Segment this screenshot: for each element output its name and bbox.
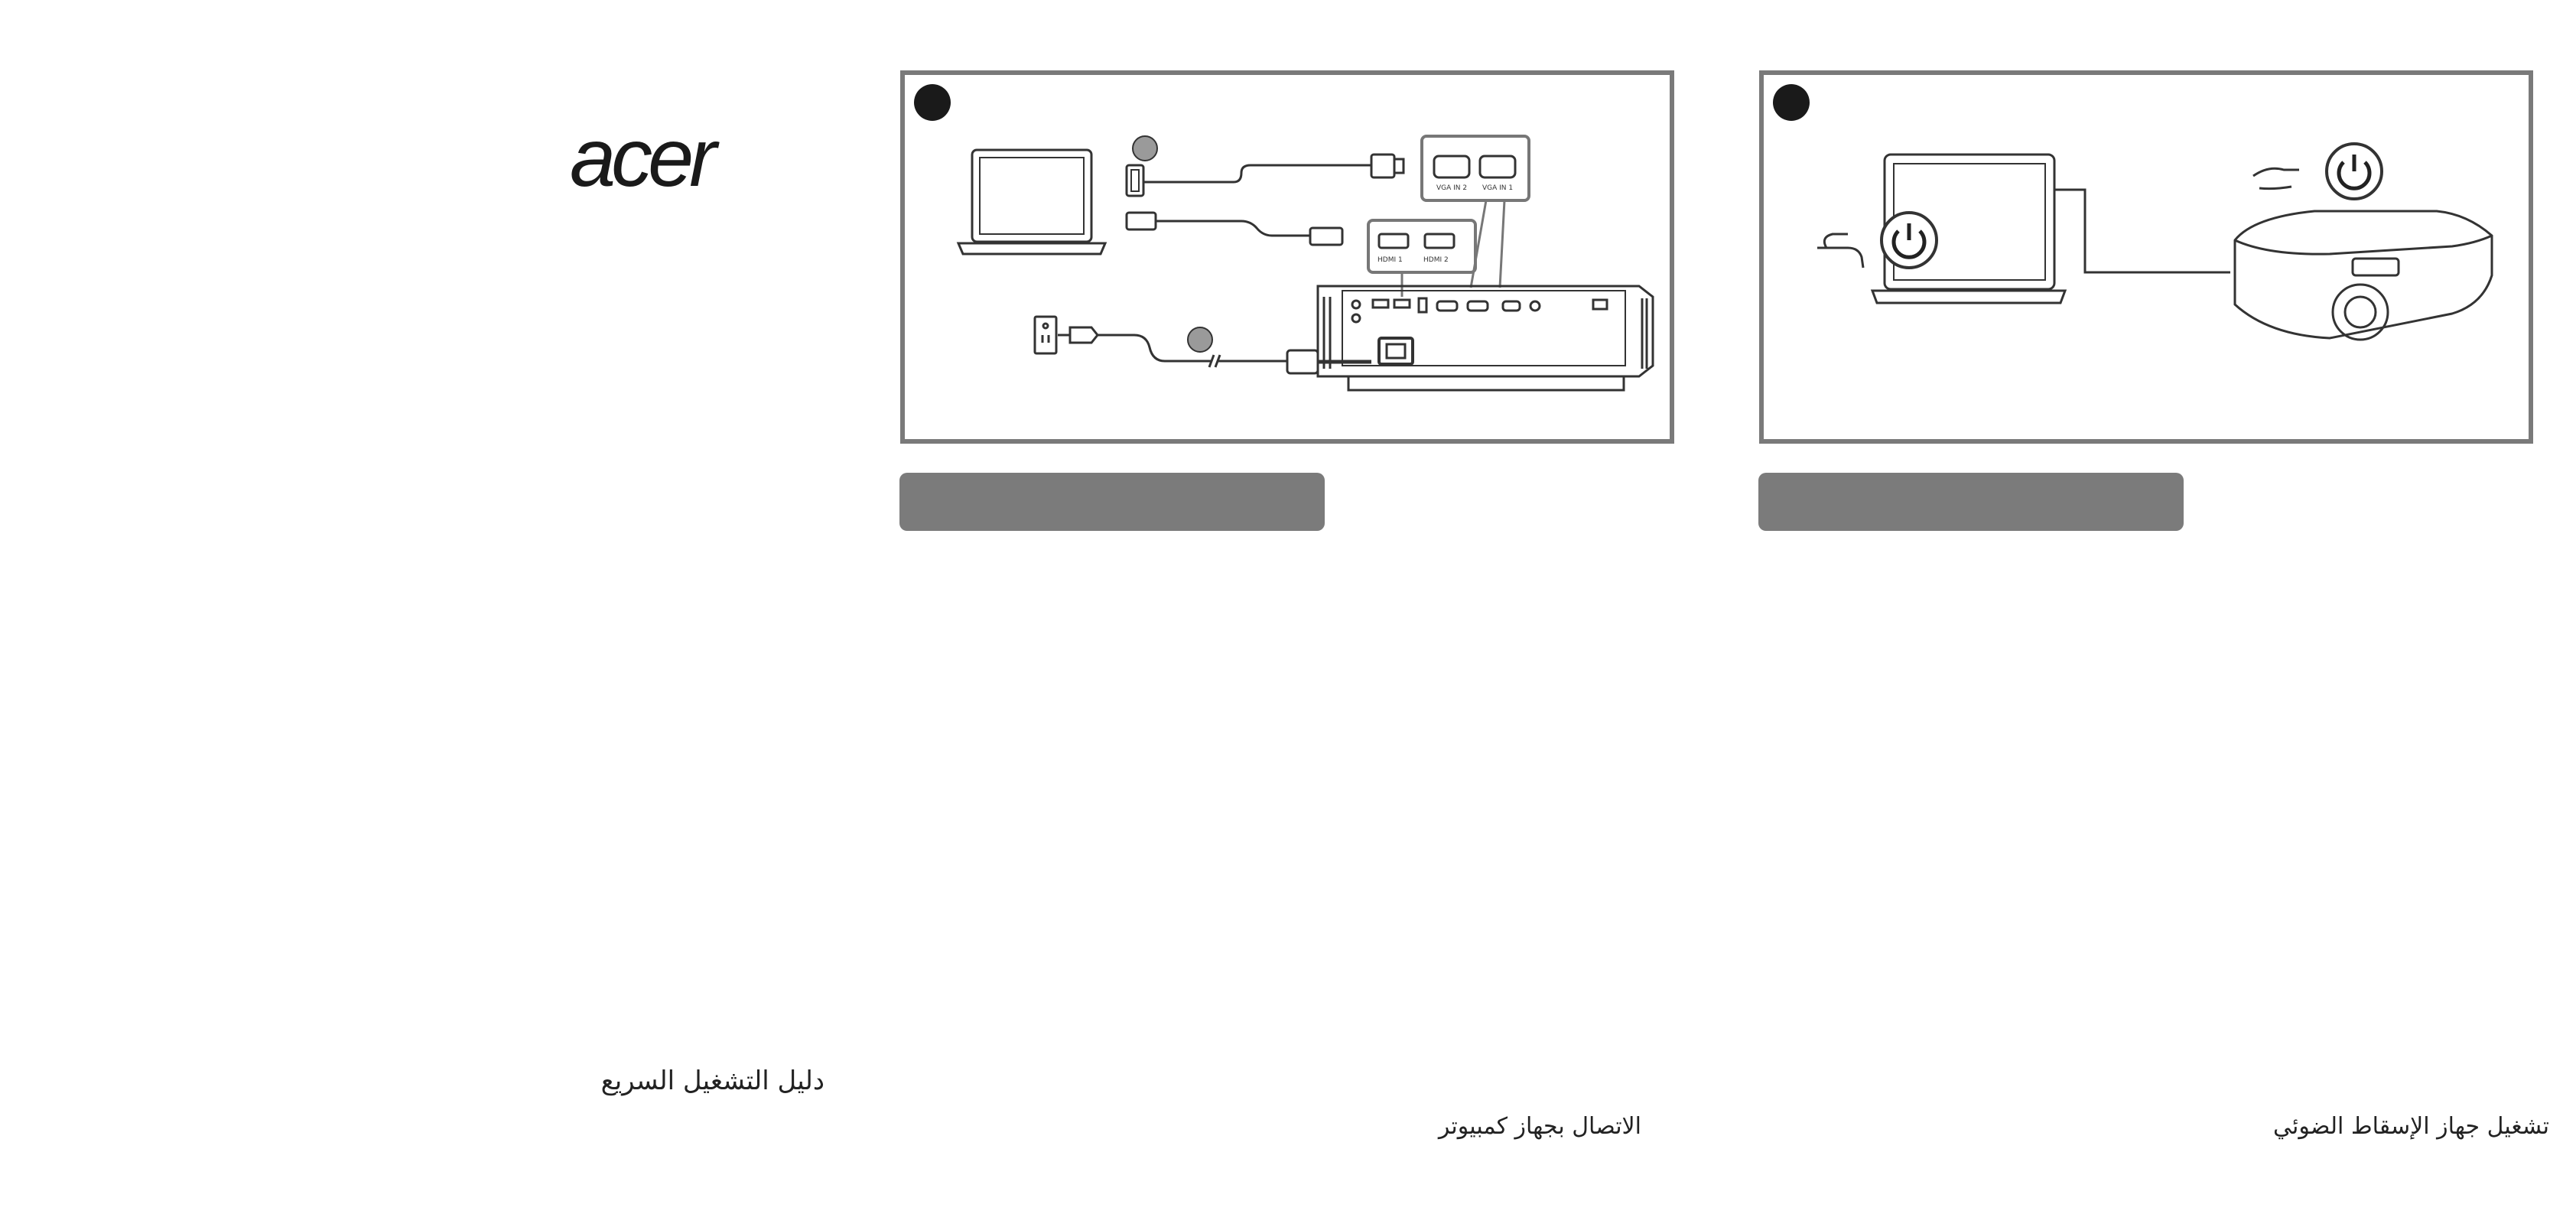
port-label-hdmi2: HDMI 2 (1423, 256, 1449, 264)
port-label-vga2: VGA IN 2 (1436, 184, 1468, 192)
caption-power-on-projector: تشغيل جهاز الإسقاط الضوئي (2273, 1113, 2549, 1140)
port-label-vga1: VGA IN 1 (1482, 184, 1514, 192)
acer-logo (570, 126, 792, 197)
projector-rear-icon (1318, 286, 1653, 390)
projector-power-button-icon (2327, 144, 2382, 199)
port-label-hdmi1: HDMI 1 (1377, 256, 1403, 264)
connection-diagram-panel (900, 70, 1674, 444)
section-bar-power (1758, 473, 2184, 531)
logo-text: acer (570, 126, 713, 197)
power-on-diagram-panel (1759, 70, 2533, 444)
laptop-icon (958, 150, 1105, 254)
laptop-power-button-icon (1882, 213, 1937, 268)
caption-connect-computer: الاتصال بجهاز كمبيوتر (1438, 1113, 1641, 1140)
guide-title: دليل التشغيل السريع (600, 1066, 825, 1096)
wall-outlet-icon (1035, 317, 1098, 353)
projector-icon (2235, 211, 2492, 340)
section-bar-connect (899, 473, 1325, 531)
